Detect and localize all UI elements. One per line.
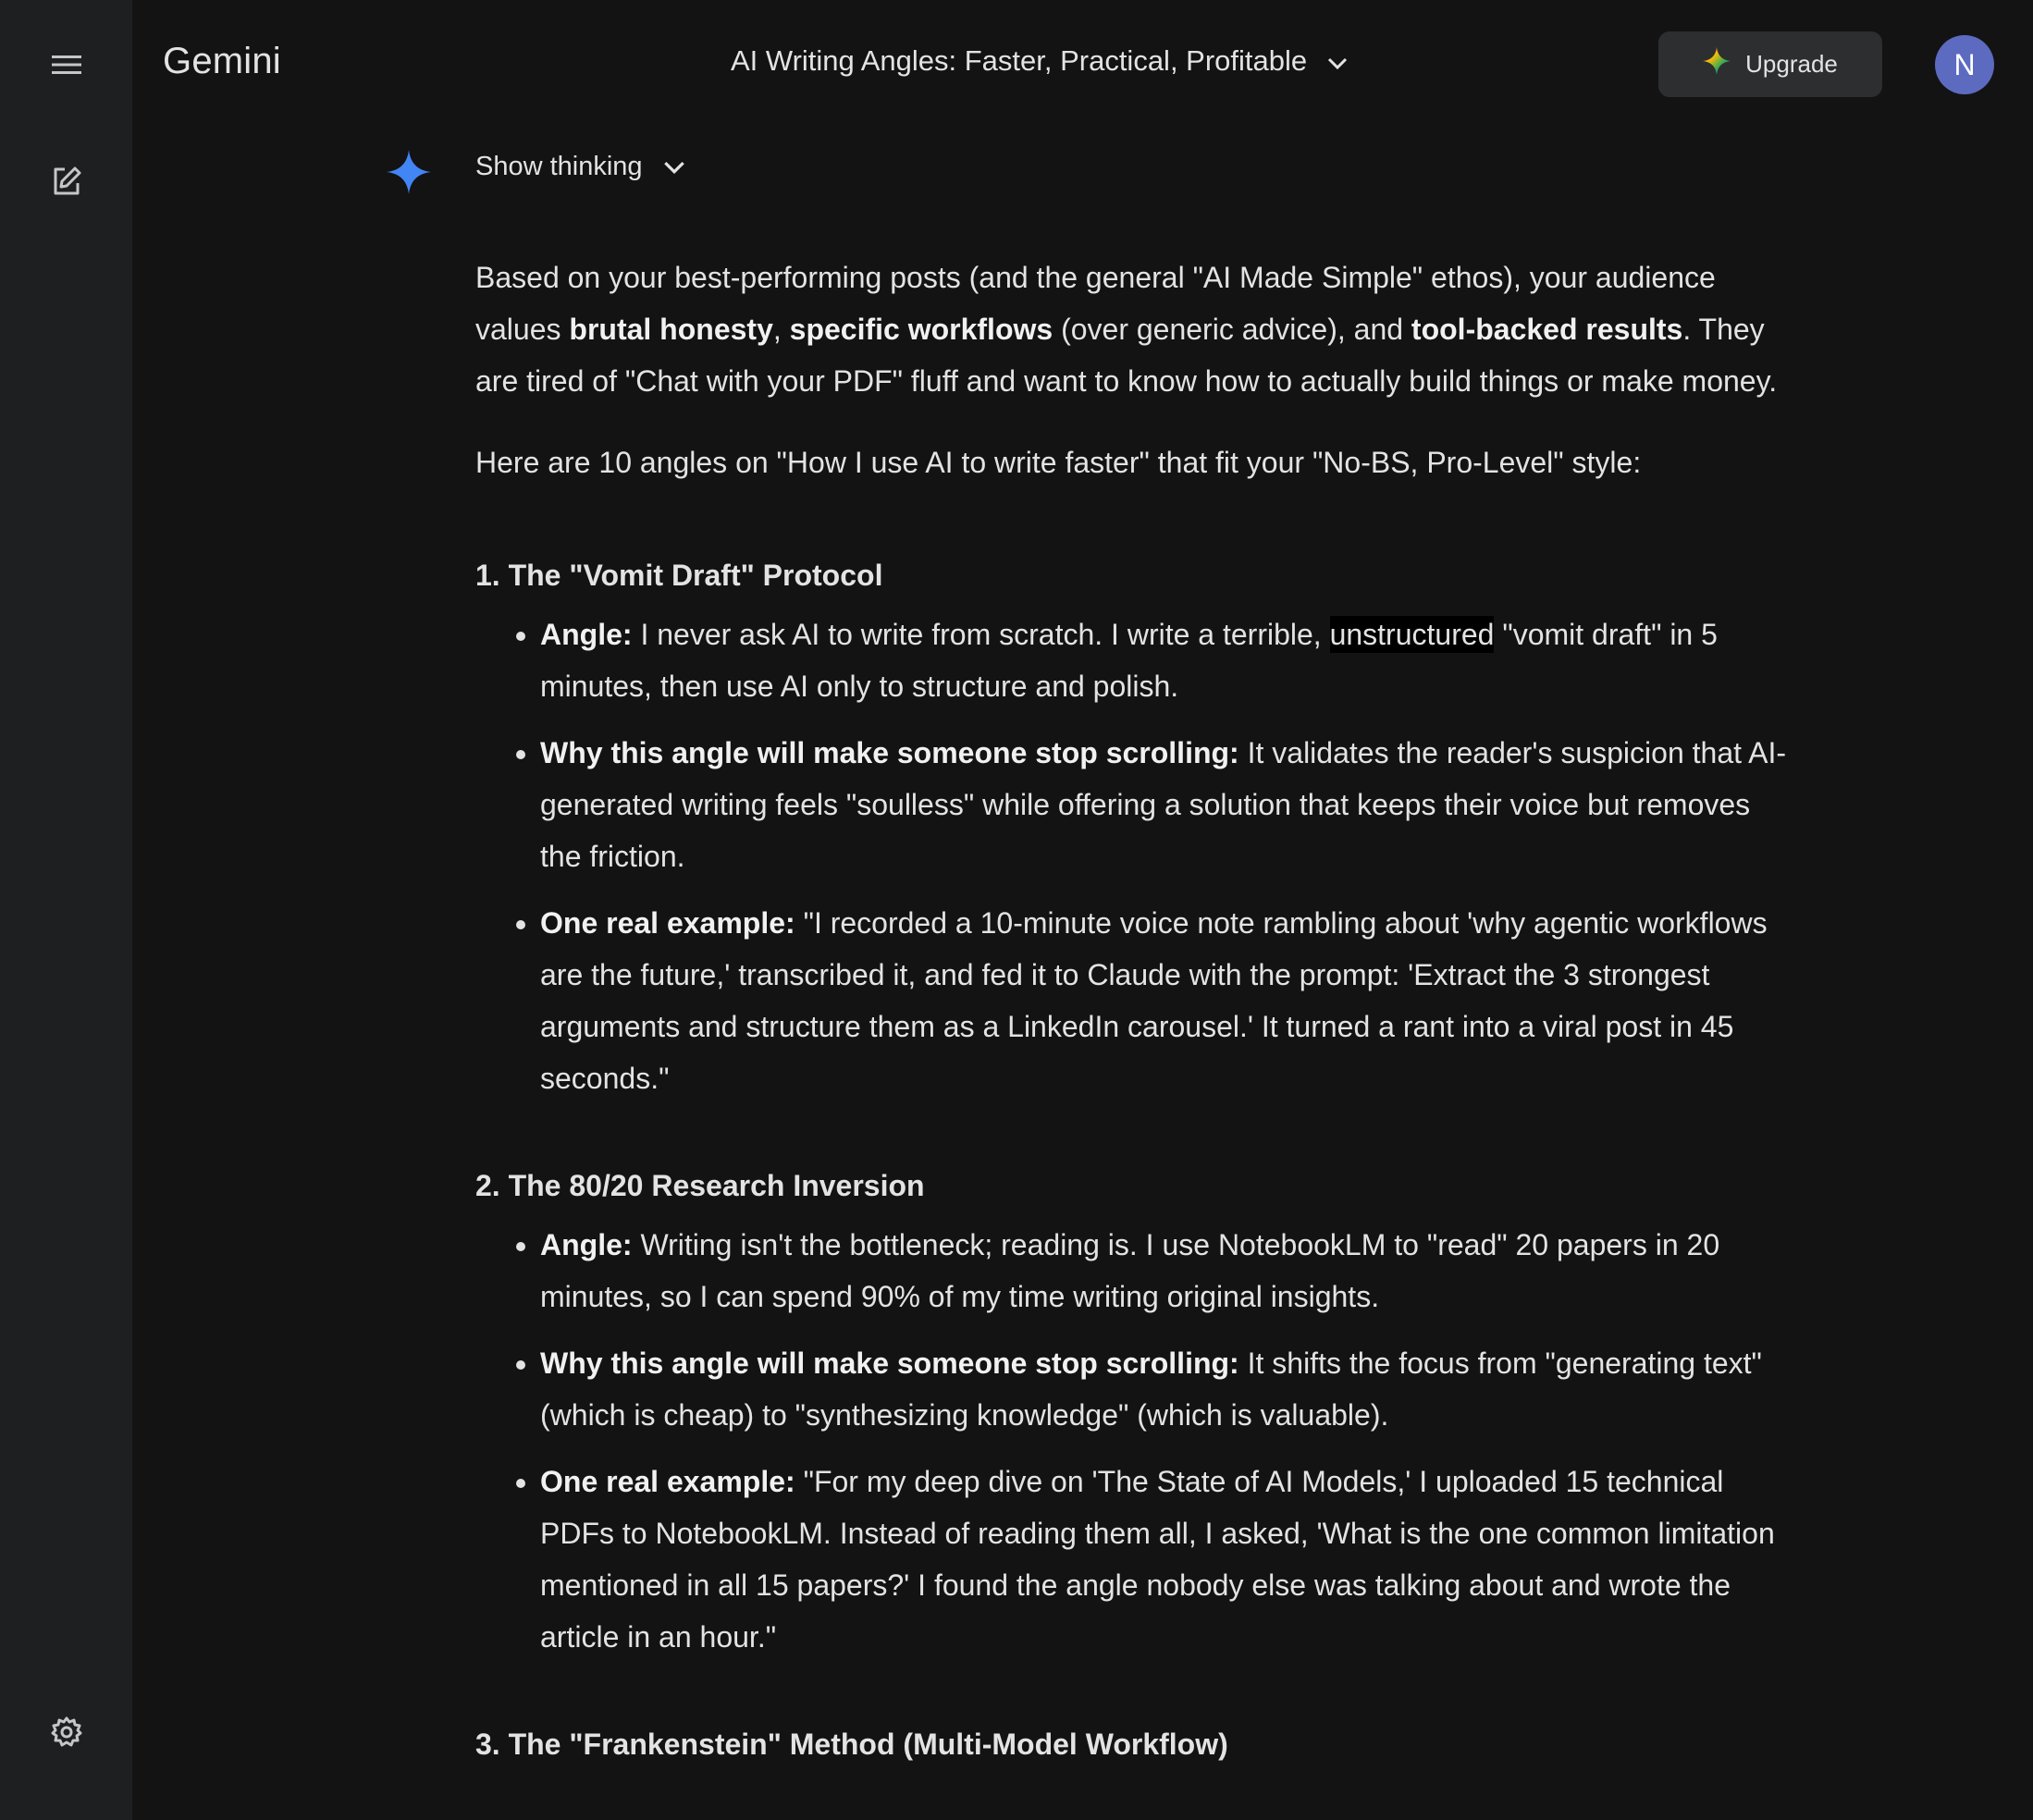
section-heading: 1. The "Vomit Draft" Protocol [475,559,883,592]
highlighted-word: unstructured [1329,618,1495,651]
list-item [540,609,1789,712]
list-item [540,1337,1789,1441]
account-avatar[interactable]: N [1935,35,1994,94]
gemini-response-spark-icon [387,150,431,199]
bullet-text: "I recorded a 10-minute voice note rambling about 'why agentic workflows are the future,' transcribed it, and fed it to Claude with the prompt: 'Extract the 3 strongest arguments and structure them as a LinkedIn carousel.' It turned a rant into a viral post in 45 seconds." [540,906,1768,1095]
intro-text: . They are tired of "Chat with your PDF" fluff and want to know how to actually build things or make money. [475,313,1778,398]
bullet-text: It shifts the focus from "generating text" (which is cheap) to "synthesizing knowledge" (which is valuable). [540,1347,1762,1432]
show-thinking-toggle[interactable] [475,152,685,182]
gemini-spark-icon [1703,47,1731,81]
bullet-text: It validates the reader's suspicion that AI-generated writing feels "soulless" while offering a solution that keeps their voice but removes the friction. [540,736,1787,873]
edit-square-icon [50,165,83,198]
upgrade-label: Upgrade [1745,50,1838,78]
bullet-label: Angle: [540,618,633,651]
new-chat-button[interactable] [41,155,92,207]
intro-text: Based on your best-performing posts (and the general "AI Made Simple" ethos), your audience values [475,261,1716,346]
conversation-title-dropdown[interactable] [731,44,1348,78]
sidebar [0,0,132,1820]
hamburger-menu-icon [52,54,81,76]
section-bullets [475,1219,1789,1663]
list-item [540,1456,1789,1663]
bullet-text: "For my deep dive on 'The State of AI Models,' I uploaded 15 technical PDFs to NotebookLM. Instead of reading them all, I asked, 'What is the one common limitation mentioned in all 15 papers?' I found the angle nobody else was talking about and wrote the article in an hour." [540,1465,1775,1654]
bullet-text: Writing isn't the bottleneck; reading is. I use NotebookLM to "read" 20 papers in 20 minutes, so I can spend 90% of my time writing original insights. [540,1228,1720,1313]
show-thinking-label: Show thinking [475,152,643,181]
bullet-label: Angle: [540,1228,633,1261]
intro-text: (over generic advice), and [1053,313,1411,346]
upgrade-button[interactable] [1658,31,1882,97]
list-item [540,897,1789,1104]
section-bullets [475,609,1789,1104]
section-heading: 2. The 80/20 Research Inversion [475,1169,925,1202]
bullet-label: Why this angle will make someone stop scrolling: [540,736,1239,769]
intro-bold: specific workflows [789,313,1053,346]
bullet-label: One real example: [540,906,795,940]
bullet-label: Why this angle will make someone stop scrolling: [540,1347,1239,1380]
list-item [540,727,1789,882]
gear-icon [50,1715,83,1749]
app-brand[interactable]: Gemini [163,41,281,81]
bullet-text: "vomit draft" in 5 minutes, then use AI only to structure and polish. [540,618,1718,703]
intro-paragraph [475,252,1789,407]
intro-text: , [772,313,790,346]
bullet-text: I never ask AI to write from scratch. I write a terrible, [632,618,1330,651]
list-item [540,1219,1789,1322]
chevron-down-icon [663,152,685,182]
bullet-label: One real example: [540,1465,795,1498]
conversation-title: AI Writing Angles: Faster, Practical, Profitable [731,44,1308,77]
response-content [475,252,1789,1777]
main-menu-button[interactable] [41,39,92,91]
intro-bold: brutal honesty [569,313,773,346]
intro-bold: tool-backed results [1411,313,1683,346]
settings-button[interactable] [41,1706,92,1758]
chevron-down-icon [1327,44,1348,78]
lead-paragraph: Here are 10 angles on "How I use AI to write faster" that fit your "No-BS, Pro-Level" style: [475,446,1642,479]
section-heading: 3. The "Frankenstein" Method (Multi-Model Workflow) [475,1728,1228,1761]
